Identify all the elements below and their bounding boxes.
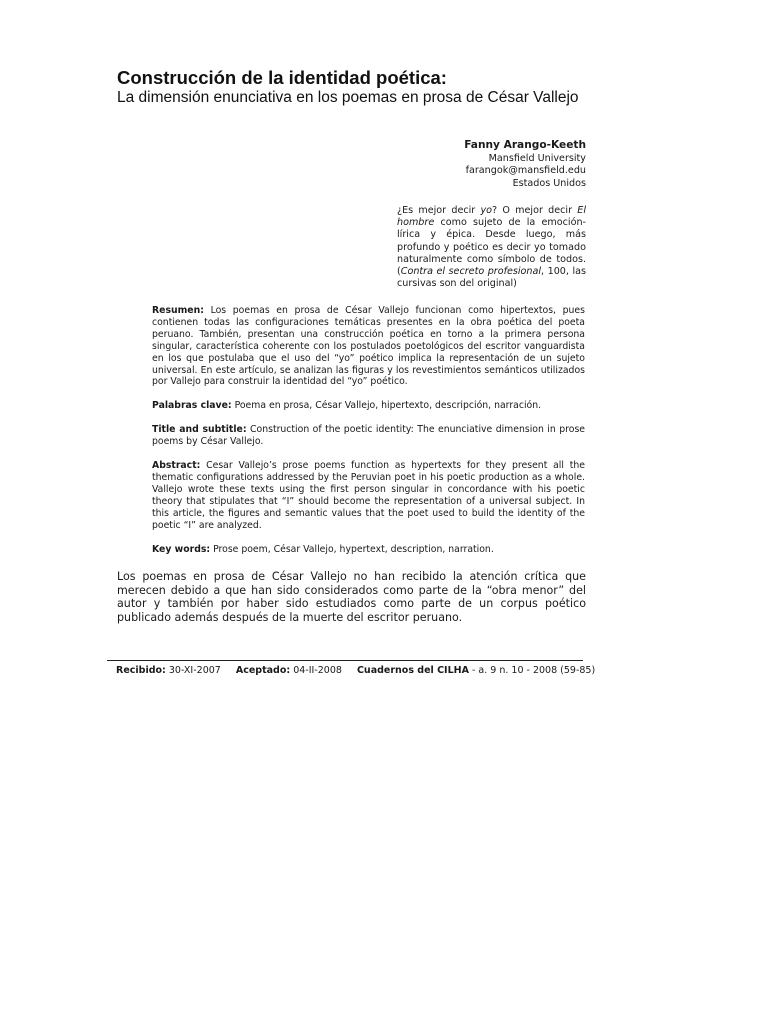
epigraph-source-title: Contra el secreto profesional xyxy=(400,266,542,278)
publication-footer xyxy=(116,665,596,677)
palabras-clave-paragraph xyxy=(152,400,585,412)
author-block xyxy=(326,139,586,190)
epigraph-italic: yo xyxy=(480,205,493,216)
key-words-paragraph xyxy=(152,544,585,556)
title-subtitle-text: Construction of the poetic identity: The enunciative dimension in prose poems by César Vallejo. xyxy=(152,424,586,448)
resumen-label: Resumen: xyxy=(152,305,204,316)
epigraph-text: ¿Es mejor decir xyxy=(397,205,481,216)
title-subtitle-label: Title and subtitle: xyxy=(152,424,247,436)
received-value: 30-XI-2007 xyxy=(165,665,221,676)
received-date xyxy=(116,665,227,676)
abstract-paragraph xyxy=(152,460,585,531)
author-name: Fanny Arango-Keeth xyxy=(464,139,586,151)
article-subtitle: La dimensión enunciativa en los poemas en prosa de César Vallejo xyxy=(117,89,579,106)
author-affiliation: Mansfield University xyxy=(488,153,586,164)
journal-issue: - a. 9 n. 10 - 2008 (59-85) xyxy=(468,665,596,676)
abstract-block xyxy=(152,305,585,567)
palabras-clave-label: Palabras clave: xyxy=(152,400,232,412)
resumen-paragraph xyxy=(152,305,585,388)
article-title: Construcción de la identidad poética: xyxy=(117,67,447,88)
accepted-value: 04-II-2008 xyxy=(290,665,342,676)
footer-divider xyxy=(107,660,583,661)
key-words-label: Key words: xyxy=(152,543,211,555)
body-paragraph: Los poemas en prosa de César Vallejo no han recibido la atención crítica que merecen debido a que han sido considerados como parte de la “obra menor” del autor y también por haber sido estudiados como parte de un corpus poético publicado además después de la muerte del escritor peruano. xyxy=(117,570,586,625)
abstract-text: Cesar Vallejo’s prose poems function as hypertexts for they present all the thematic configurations addressed by the Peruvian poet in his poetic production as a whole. Vallejo wrote these texts using the first person singular in concordance with his poetic theory that stipulates that “I” should become the representation of a universal subject. In this article, the figures and semantic values that the poet used to build the identity of the poetic “I” are analyzed. xyxy=(152,460,585,531)
epigraph-text: ? O mejor decir xyxy=(492,205,578,216)
palabras-clave-text: Poema en prosa, César Vallejo, hipertexto, descripción, narración. xyxy=(231,400,542,412)
epigraph-text: como sujeto de la emoción-lírica y épica. Desde luego, más profundo y poético es decir yo tomado naturalmente como símbolo de todos. ( xyxy=(397,217,586,278)
epigraph-text: , 100, las cursivas son del original) xyxy=(397,266,586,290)
received-label: Recibido: xyxy=(116,665,166,676)
author-email: farangok@mansfield.edu xyxy=(465,165,586,177)
key-words-text: Prose poem, César Vallejo, hypertext, description, narration. xyxy=(210,543,494,555)
epigraph-italic: El hombre xyxy=(397,205,586,229)
resumen-text: Los poemas en prosa de César Vallejo funcionan como hipertextos, pues contienen todas las configuraciones temáticas presentes en la obra poética del poeta peruano. También, presentan una construcción poética en torno a la primera persona singular, característica coherente con los postulados poetológicos del escritor vanguardista en los que postulaba que el uso del “yo” poético implica la representación de un sujeto universal. En este artículo, se analizan las figuras y los revestimientos semánticos utilizados por Vallejo para construir la identidad del “yo” poético. xyxy=(152,305,585,388)
journal-name: Cuadernos del CILHA xyxy=(356,665,469,676)
accepted-date xyxy=(236,665,348,676)
accepted-label: Aceptado: xyxy=(235,665,291,676)
title-subtitle-paragraph xyxy=(152,424,585,448)
author-country: Estados Unidos xyxy=(512,177,586,189)
abstract-label: Abstract: xyxy=(152,460,201,472)
epigraph xyxy=(397,205,586,290)
journal-citation xyxy=(357,665,601,676)
